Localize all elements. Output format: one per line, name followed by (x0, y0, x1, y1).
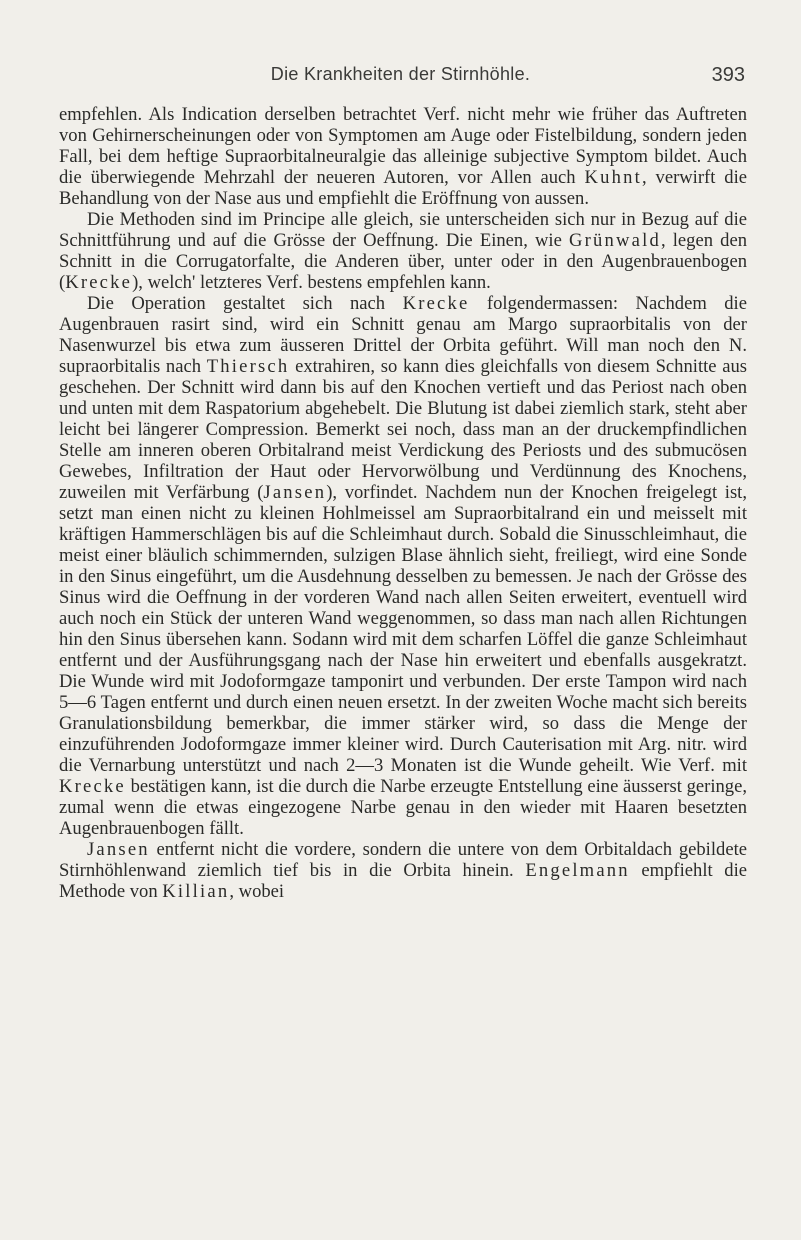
author-name: Krecke (402, 293, 470, 314)
paragraph (59, 209, 747, 293)
page-number: 393 (711, 64, 745, 86)
text-run: Die Operation gestaltet sich nach (87, 293, 403, 314)
text-run: bestätigen kann, ist die durch die Narbe erzeugte Entstellung eine äusserst geringe, zumal wenn die etwas eingezogene Narbe genau in den wieder mit Haaren besetzten Augenbrauenbogen fällt. (59, 776, 747, 839)
text-run: , verwirft die Behandlung von der Nase aus und empfiehlt die Eröffnung von aussen. (59, 167, 747, 209)
text-run: empfiehlt die Methode von (59, 860, 748, 902)
text-run: , wobei (229, 881, 285, 902)
text-run: ), welch' letzteres Verf. bestens empfehlen kann. (132, 272, 491, 293)
running-header (0, 64, 801, 90)
author-name: Jansen (263, 482, 327, 503)
author-name: Grünwald (568, 230, 661, 251)
chapter-title: Die Krankheiten der Stirnhöhle. (270, 64, 531, 84)
text-run: ), vorfindet. Nachdem nun der Knochen freigelegt ist, setzt man einen nicht zu kleinen Hohlmeissel am Supraorbitalrand ein und meisselt mit kräftigen Hammerschlägen bis auf die Schleimhaut durch. Sobald die Sinusschleimhaut, die meist einer bläulich schimmernden, sulzigen Blase ähnlich sieht, freiliegt, wird eine Sonde in den Sinus eingeführt, um die Ausdehnung desselben zu bemessen. Je nach der Grösse des Sinus wird die Oeffnung in der vorderen Wand nach allen Seiten erweitert, eventuell wird auch noch ein Stück der unteren Wand weggenommen, so dass man nach allen Richtungen hin den Sinus übersehen kann. Sodann wird mit dem scharfen Löffel die ganze Schleimhaut entfernt und der Ausführungsgang nach der Nase hin erweitert und ebenfalls ausgekratzt. Die Wunde wird mit Jodoformgaze tamponirt und verbunden. Der erste Tampon wird nach 5—6 Tagen entfernt und durch einen neuen ersetzt. In der zweiten Woche macht sich bereits Granulationsbildung bemerkbar, die immer stärker wird, so dass die Menge der einzuführenden Jodoformgaze immer kleiner wird. Durch Cauterisation mit Arg. nitr. wird die Vernarbung unterstützt und nach 2—3 Monaten ist die Wunde geheilt. Wie Verf. mit (59, 482, 747, 776)
author-name: Killian (162, 881, 230, 902)
text-run: extrahiren, so kann dies gleichfalls von diesem Schnitte aus geschehen. Der Schnitt wird dann bis auf den Knochen vertieft und das Periost nach oben und unten mit dem Raspatorium abgehebelt. Die Blutung ist dabei ziemlich stark, steht aber leicht bei längerer Compression. Bemerkt sei noch, dass man an der druckempfindlichen Stelle am inneren oberen Orbitalrand meist Verdickung des Periosts und des submucösen Gewebes, Infiltration der Haut oder Hervorwölbung und Verdünnung des Knochens, zuweilen mit Verfärbung ( (59, 356, 748, 503)
author-name: Krecke (65, 272, 133, 293)
text-run: entfernt nicht die vordere, sondern die untere von dem Orbitaldach gebildete Stirnhöhlenwand ziemlich tief bis in die Orbita hinein. (59, 839, 747, 881)
author-name: Jansen (87, 839, 150, 860)
paragraph (59, 293, 747, 839)
text-run: , legen den Schnitt in die Corrugatorfalte, die Anderen über, unter oder in den Augenbrauenbogen ( (59, 230, 747, 293)
author-name: Kuhnt (584, 167, 642, 188)
text-run: folgendermassen: Nachdem die Augenbrauen rasirt sind, wird ein Schnitt genau am Margo supraorbitalis von der Nasenwurzel bis etwa zum äusseren Drittel der Orbita geführt. Will man noch den N. supraorbitalis nach (59, 293, 747, 377)
text-run: empfehlen. Als Indication derselben betrachtet Verf. nicht mehr wie früher das Auftreten von Gehirnerscheinungen oder von Symptomen am Auge oder Fistelbildung, sondern jeden Fall, bei dem heftige Supraorbitalneuralgie das alleinige subjective Symptom bildet. Auch die überwiegende Mehrzahl der neueren Autoren, vor Allen auch (59, 104, 747, 188)
author-name: Thiersch (206, 356, 290, 377)
author-name: Krecke (59, 776, 126, 797)
text-run: Die Methoden sind im Principe alle gleich, sie unterscheiden sich nur in Bezug auf die Schnittführung und auf die Grösse der Oeffnung. Die Einen, wie (59, 209, 747, 251)
paragraph (59, 839, 747, 902)
author-name: Engelmann (525, 860, 630, 881)
paragraph (59, 104, 747, 209)
body-text (59, 104, 747, 902)
